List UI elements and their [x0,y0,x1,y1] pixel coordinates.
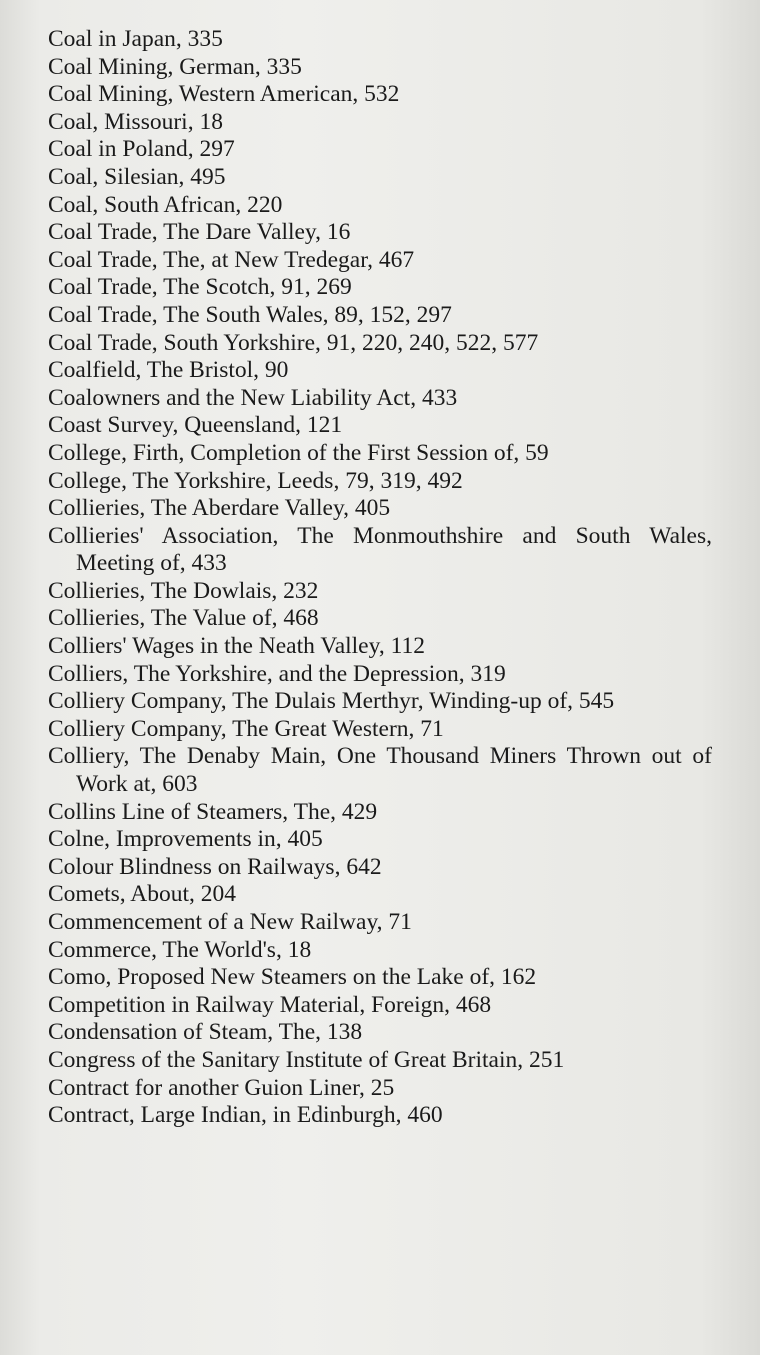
index-entry: Coal Trade, The Scotch, 91, 269 [48,274,352,301]
index-entry: Commencement of a New Railway, 71 [48,909,412,935]
index-entry: Colne, Improvements in, 405 [48,826,323,853]
index-entry: Colliery Company, The Dulais Merthyr, Winding-up of, 545 [48,688,615,715]
index-entry: Collieries, The Dowlais, 232 [48,577,319,604]
index-entry: Contract for another Guion Liner, 25 [48,1074,395,1101]
index-entry: Coast Survey, Queensland, 121 [48,412,343,439]
index-entry: Colliery, The Denaby Main, One Thousand Miners Thrown out of Work at, 603 [48,743,712,798]
index-entry: Contract, Large Indian, in Edinburgh, 460 [48,1102,443,1129]
index-entry: Coal Trade, South Yorkshire, 91, 220, 240, 522, 577 [48,329,539,356]
index-entry: Collieries, The Value of, 468 [48,605,319,632]
index-entry: Condensation of Steam, The, 138 [48,1019,363,1046]
index-entry: Coal, Missouri, 18 [48,108,223,135]
index-entry: Coal Mining, Western American, 532 [48,81,400,108]
index-entry: Congress of the Sanitary Institute of Great Britain, 251 [48,1046,565,1073]
index-entry: Coal, South African, 220 [48,191,283,218]
index-entry: Comets, About, 204 [48,881,237,908]
index-entry: Coalowners and the New Liability Act, 433 [48,384,458,411]
index-entry: Coal in Poland, 297 [48,136,235,163]
index-entry: Colour Blindness on Railways, 642 [48,853,382,880]
index-entry: Como, Proposed New Steamers on the Lake of, 162 [48,964,537,991]
index-entry: Colliers' Wages in the Neath Valley, 112 [48,633,425,660]
index-entry: College, The Yorkshire, Leeds, 79, 319, 492 [48,467,463,494]
index-entry: College, Firth, Completion of the First Session of, 59 [48,439,549,466]
index-entry: Coal, Silesian, 495 [48,163,226,190]
index-entry: Coal Trade, The South Wales, 89, 152, 297 [48,301,452,328]
index-entry: Colliery Company, The Great Western, 71 [48,715,444,742]
index-entry: Coal in Japan, 335 [48,26,223,52]
index-entry: Coal Mining, German, 335 [48,53,302,80]
index-entry: Coalfield, The Bristol, 90 [48,357,289,384]
index-list [48,26,712,1130]
index-entry: Collieries' Association, The Monmouthshire and South Wales, Meeting of, 433 [48,522,712,577]
index-entry: Commerce, The World's, 18 [48,936,312,963]
index-entry: Competition in Railway Material, Foreign, 468 [48,991,492,1018]
index-entry: Coal Trade, The Dare Valley, 16 [48,219,351,246]
index-entry: Coal Trade, The, at New Tredegar, 467 [48,246,415,273]
index-entry: Collieries, The Aberdare Valley, 405 [48,495,391,522]
index-entry: Colliers, The Yorkshire, and the Depression, 319 [48,660,506,687]
index-entry: Collins Line of Steamers, The, 429 [48,798,378,825]
